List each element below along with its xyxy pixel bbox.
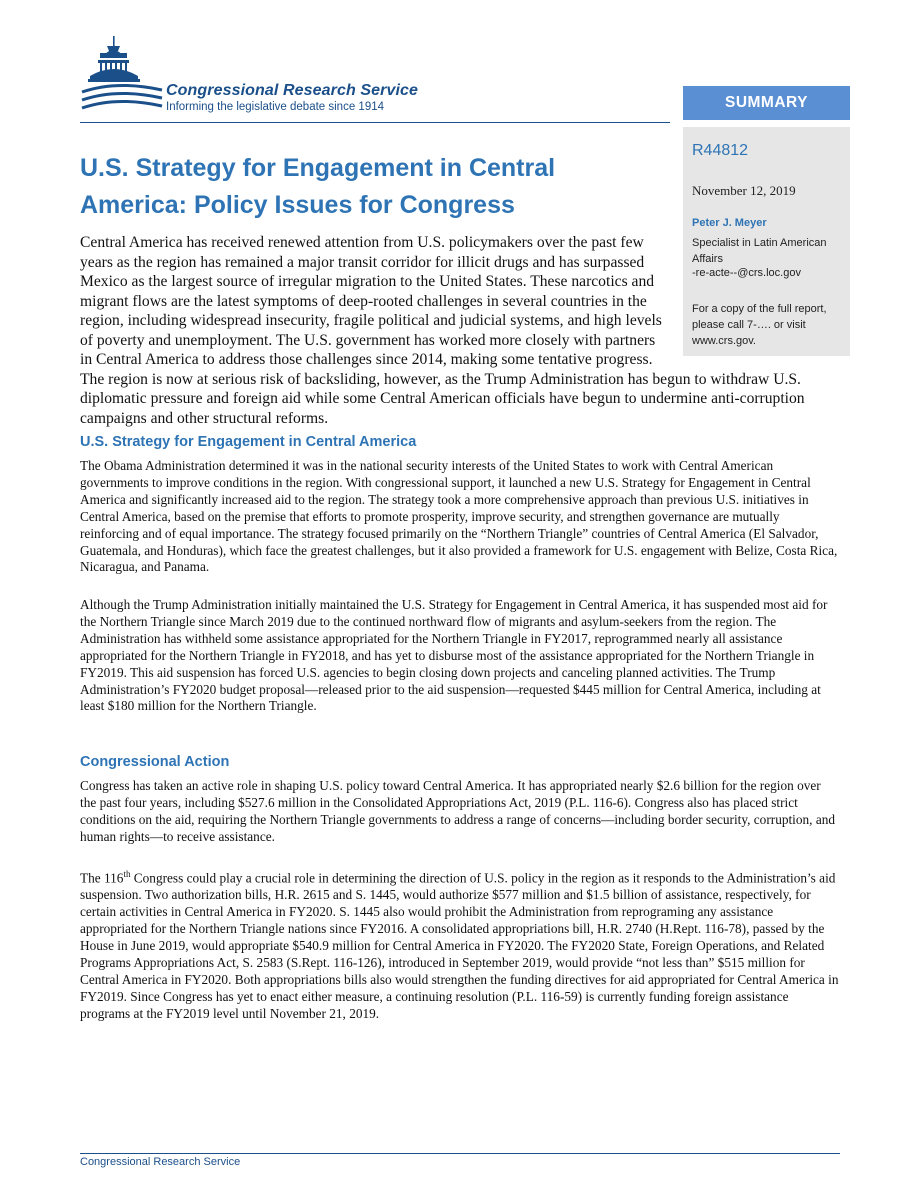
section-heading-congressional-action: Congressional Action (80, 754, 230, 770)
author-email[interactable]: -re-acte--@crs.loc.gov (692, 267, 801, 279)
report-number: R44812 (692, 142, 749, 159)
capitol-dome-icon (80, 36, 164, 120)
congress-paragraph-2-rest: Congress could play a crucial role in determining the direction of U.S. policy in the region as it responds to the Administration’s aid suspension. Two authorization bills, H.R. 2615 and S. 1445, would authorize $577 million and $1.5 billion of assistance, respectively, for certain activities in Central America in FY2020. S. 1445 also would prohibit the Administration from reprograming any assistance appropriated for the Northern Triangle nations since FY2016. A consolidated appropriations bill, H.R. 2740 (H.Rept. 116-78), passed by the House in June 2019, would appropriate $540.9 million for Central America in FY2020. The FY2020 State, Foreign Operations, and Related Programs Appropriations Act, S. 2583 (S.Rept. 116-126), introduced in September 2019, would provide “not less than” $515 million for Central America in FY2020. Both appropriations bills also would strengthen the funding directives for aid appropriated for Central America in FY2019. Since Congress has yet to enact either measure, a continuing resolution (P.L. 116-59) is currently funding foreign assistance programs at the FY2019 level until November 21, 2019. (80, 870, 839, 1021)
strategy-paragraph-2: Although the Trump Administration initially maintained the U.S. Strategy for Engagement in Central America, it has suspended most aid for the Northern Triangle since March 2019 due to the continued northward flow of migrants and asylum-seekers from the region. The Administration has withheld some assistance appropriated for the Northern Triangle in FY2017, reprogrammed nearly all assistance appropriated for the Northern Triangle in FY2018, and has yet to disburse most of the assistance appropriated for the Northern Triangle in FY2019. This aid suspension has forced U.S. agencies to begin closing down projects and canceling planned activities. The Trump Administration’s FY2020 budget proposal—released prior to the aid suspension—requested $445 million for Central America, including at least $180 million for the Northern Triangle. (80, 597, 828, 714)
report-date: November 12, 2019 (692, 183, 796, 198)
footer-rule (80, 1153, 840, 1154)
page-title: U.S. Strategy for Engagement in Central America: Policy Issues for Congress (80, 154, 556, 219)
footer-org-name: Congressional Research Service (80, 1156, 241, 1168)
sidebar-wrap-spacer (665, 233, 825, 355)
intro-text: Central America has received renewed attention from U.S. policymakers over the past few years as the region has remained a major transit corridor for illicit drugs and has surpassed Mexico as the largest source of irregular migration to the United States. These narcotics and migrant flows are the latest symptoms of deep-rooted challenges in several countries in the region, including widespread insecurity, fragile political and judicial systems, and high levels of poverty and unemployment. The U.S. government has worked more closely with partners in Central America to address those challenges since 2014, making some tentative progress. The region is now at serious risk of backsliding, however, as the Trump Administration has begun to withdraw U.S. diplomatic pressure and foreign aid while some Central American officials have begun to undermine anti-corruption campaigns and other structural reforms. (80, 234, 805, 427)
strategy-paragraph-1: The Obama Administration determined it was in the national security interests of the United States to work with Central American governments to improve conditions in the region. With congressional support, it launched a new U.S. Strategy for Engagement in Central America and significantly increased aid to the region. The strategy took a more comprehensive approach than previous U.S. initiatives in Central America, based on the premise that efforts to promote prosperity, improve security, and strengthen governance are mutually reinforcing and of equal importance. The strategy focused primarily on the “Northern Triangle” countries of Central America (El Salvador, Guatemala, and Honduras), which face the greatest challenges, but it also provided a framework for U.S. engagement with Belize, Costa Rica, Nicaragua, and Panama. (80, 458, 838, 575)
ordinal-suffix: th (123, 869, 131, 879)
org-tagline: Informing the legislative debate since 1914 (166, 101, 385, 113)
header-rule (80, 122, 670, 123)
summary-banner: SUMMARY (683, 86, 850, 120)
author-name: Peter J. Meyer (692, 217, 767, 229)
section-heading-strategy: U.S. Strategy for Engagement in Central America (80, 434, 417, 450)
intro-paragraph (80, 233, 825, 428)
congress-paragraph-2-lead: The 116 (80, 870, 124, 886)
congress-paragraph-2 (80, 866, 840, 1023)
author-title: Specialist in Latin American Affairs (692, 237, 827, 265)
copy-note: For a copy of the full report, please call 7-…. or visit www.crs.gov. (692, 303, 827, 347)
org-name: Congressional Research Service (166, 82, 419, 99)
crs-logo (80, 36, 670, 126)
congress-paragraph-1: Congress has taken an active role in shaping U.S. policy toward Central America. It has appropriated nearly $2.6 billion for the region over the past four years, including $527.6 million in the Consolidated Appropriations Act, 2019 (P.L. 116-6). Congress also has placed strict conditions on the aid, requiring the Northern Triangle governments to address a range of concerns—including border security, corruption, and human rights—to receive assistance. (80, 778, 836, 844)
sidebar-gap (683, 120, 850, 127)
